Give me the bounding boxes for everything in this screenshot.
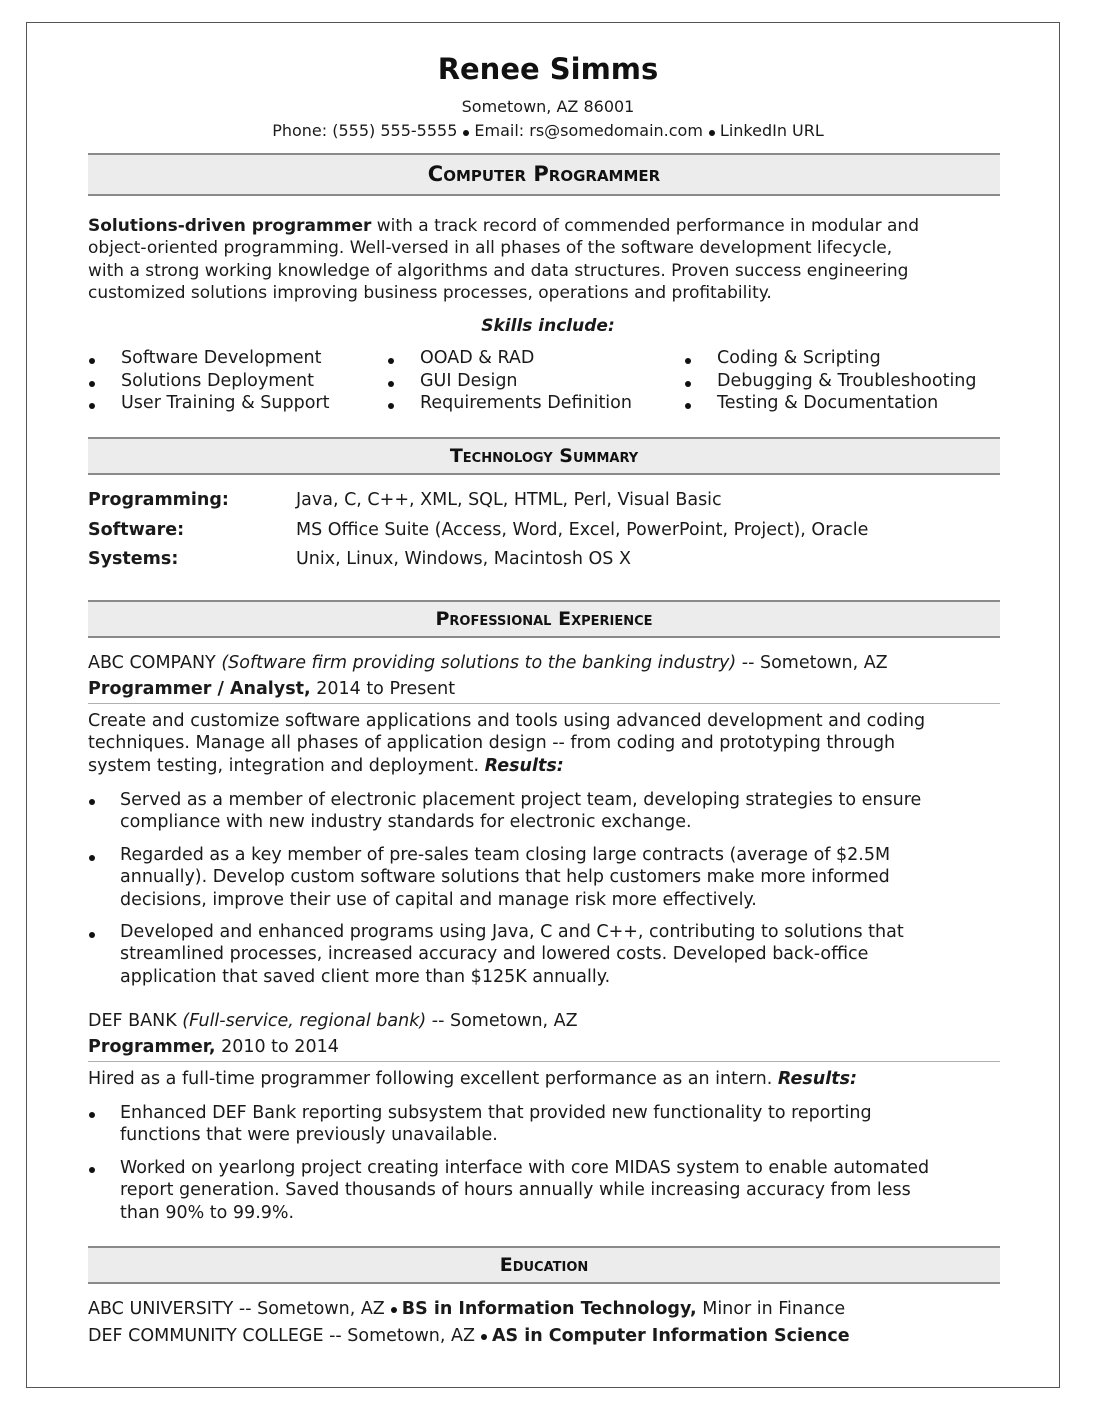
- school: ABC UNIVERSITY -- Sometown, AZ: [88, 1299, 385, 1319]
- degree-extra: Minor in Finance: [702, 1299, 846, 1319]
- separator-dot-icon: [709, 130, 715, 136]
- skill-item: Software Development: [121, 348, 322, 368]
- section-heading-education: Education: [88, 1246, 1000, 1284]
- skill-item: GUI Design: [420, 371, 518, 391]
- results-label: Results:: [484, 755, 564, 776]
- bullet-icon: [89, 932, 95, 938]
- summary-lead: Solutions-driven programmer: [88, 216, 372, 236]
- tech-label: Systems:: [88, 549, 179, 569]
- results-label: Results:: [777, 1069, 858, 1089]
- skill-item: Debugging & Troubleshooting: [717, 371, 977, 391]
- linkedin: LinkedIn URL: [719, 121, 824, 140]
- job-role-line: [88, 1037, 339, 1057]
- job-role: Programmer / Analyst,: [88, 679, 311, 699]
- company-location: -- Sometown, AZ: [741, 653, 888, 673]
- result-bullet: Served as a member of electronic placement project team, developing strategies to ensure compliance with new industry standards for electronic exchange.: [120, 790, 922, 833]
- tech-value: Java, C, C++, XML, SQL, HTML, Perl, Visual Basic: [296, 490, 722, 510]
- company-description: (Software firm providing solutions to the banking industry): [221, 653, 737, 673]
- skill-item: Requirements Definition: [420, 393, 632, 413]
- separator-dot-icon: [463, 130, 469, 136]
- phone: Phone: (555) 555-5555: [272, 121, 458, 140]
- job-dates: 2010 to 2014: [221, 1037, 339, 1057]
- job-intro: Create and customize software applications and tools using advanced development and coding techniques. Manage all phases of application design -- from coding and prototyping through system testing, integration and deployment. Results:: [88, 711, 926, 776]
- bullet-icon: [685, 403, 691, 409]
- job-intro: Hired as a full-time programmer following excellent performance as an intern. Results:: [88, 1069, 858, 1089]
- job-role-line: [88, 679, 455, 699]
- tech-value: Unix, Linux, Windows, Macintosh OS X: [296, 549, 631, 569]
- skill-item: Solutions Deployment: [121, 371, 315, 391]
- email: Email: rs@somedomain.com: [474, 121, 703, 140]
- school: DEF COMMUNITY COLLEGE -- Sometown, AZ: [88, 1326, 475, 1346]
- tech-label: Programming:: [88, 490, 229, 510]
- bullet-icon: [388, 358, 394, 364]
- candidate-name: Renee Simms: [437, 52, 659, 86]
- skill-item: Coding & Scripting: [717, 348, 881, 368]
- company-name: DEF BANK: [88, 1011, 177, 1031]
- job-company-line: [88, 1011, 578, 1031]
- divider: [88, 1061, 1000, 1062]
- job-company-line: [88, 653, 888, 673]
- resume-title: Computer Programmer: [88, 153, 1000, 196]
- degree: BS in Information Technology,: [401, 1299, 697, 1319]
- bullet-icon: [685, 381, 691, 387]
- skills-title: Skills include:: [481, 316, 615, 336]
- company-location: -- Sometown, AZ: [431, 1011, 578, 1031]
- bullet-icon: [388, 403, 394, 409]
- divider: [88, 703, 1000, 704]
- bullet-icon: [685, 358, 691, 364]
- skill-item: OOAD & RAD: [420, 348, 535, 368]
- bullet-icon: [89, 799, 95, 805]
- company-name: ABC COMPANY: [88, 653, 216, 673]
- separator-dot-icon: [481, 1334, 487, 1340]
- bullet-icon: [89, 381, 95, 387]
- result-bullet: Developed and enhanced programs using Java, C and C++, contributing to solutions that streamlined processes, increased accuracy and lowered costs. Developed back-office application that saved client more than $125K annually.: [120, 922, 904, 987]
- result-bullet: Enhanced DEF Bank reporting subsystem that provided new functionality to reporting functions that were previously unavailable.: [120, 1103, 872, 1146]
- bullet-icon: [89, 358, 95, 364]
- skill-item: User Training & Support: [121, 393, 330, 413]
- tech-label: Software:: [88, 520, 185, 540]
- bullet-icon: [89, 1112, 95, 1118]
- section-heading-technology: Technology Summary: [88, 437, 1000, 475]
- contact-line: [0, 121, 1096, 140]
- bullet-icon: [89, 1167, 95, 1173]
- education-entry: [88, 1299, 845, 1319]
- job-dates: 2014 to Present: [316, 679, 456, 699]
- separator-dot-icon: [391, 1307, 397, 1313]
- degree: AS in Computer Information Science: [491, 1326, 850, 1346]
- company-description: (Full-service, regional bank): [182, 1011, 427, 1031]
- skill-item: Testing & Documentation: [717, 393, 939, 413]
- section-heading-experience: Professional Experience: [88, 600, 1000, 638]
- bullet-icon: [89, 855, 95, 861]
- job-role: Programmer,: [88, 1037, 216, 1057]
- result-bullet: Worked on yearlong project creating interface with core MIDAS system to enable automated report generation. Saved thousands of hours annually while increasing accuracy from less than 90% to 99.9%.: [120, 1158, 930, 1223]
- bullet-icon: [388, 381, 394, 387]
- summary: Solutions-driven programmer with a track record of commended performance in modular and object-oriented programming. Well-versed in all phases of the software development lifecycle, with a strong working knowledge of algorithms and data structures. Proven success engineering customized solutions improving business processes, operations and profitability.: [88, 216, 920, 303]
- tech-value: MS Office Suite (Access, Word, Excel, PowerPoint, Project), Oracle: [296, 520, 869, 540]
- bullet-icon: [89, 403, 95, 409]
- result-bullet: Regarded as a key member of pre-sales team closing large contracts (average of $2.5M annually). Develop custom software solutions that help customers make more informed decisions, improve their use of capital and manage risk more effectively.: [120, 845, 891, 910]
- education-entry: [88, 1326, 850, 1346]
- address: Sometown, AZ 86001: [461, 97, 635, 116]
